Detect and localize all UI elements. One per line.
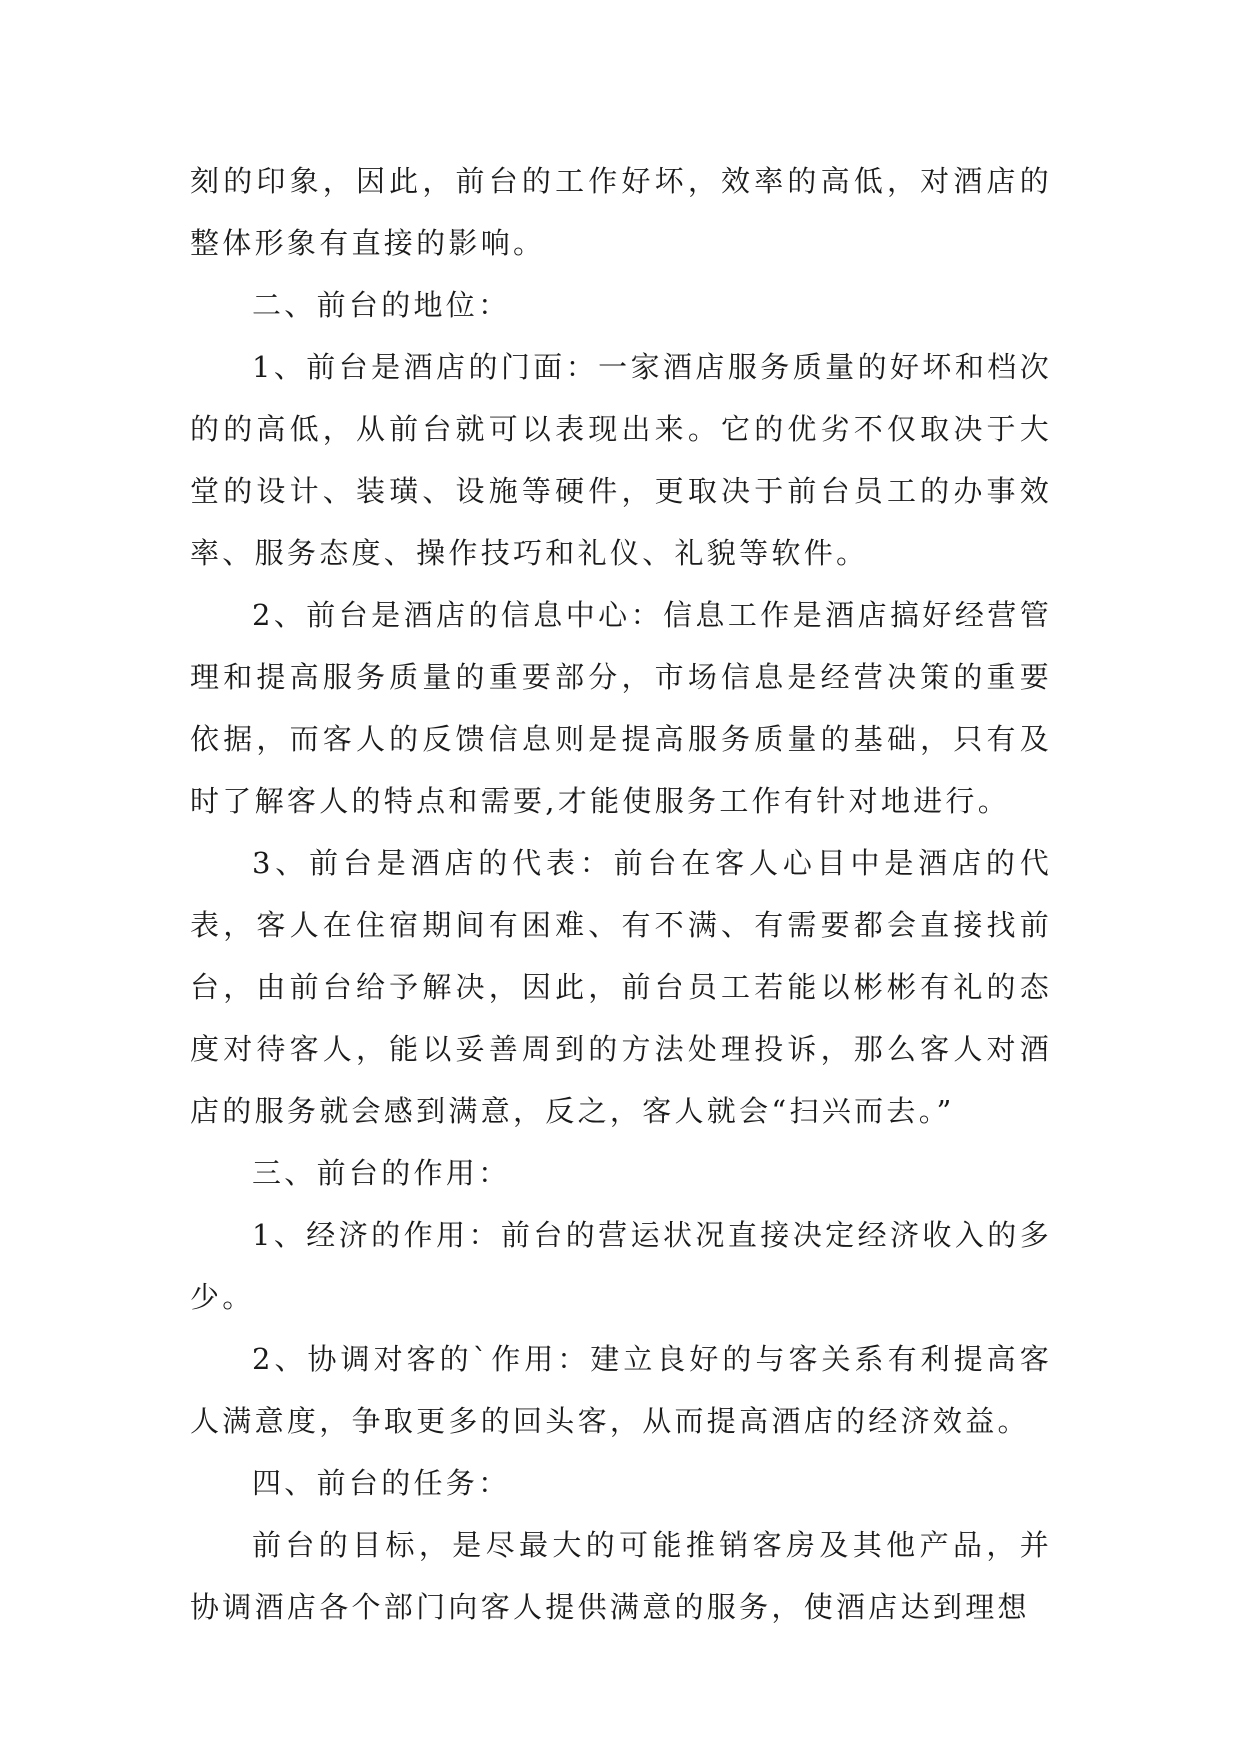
paragraph-1: 刻的印象，因此，前台的工作好坏，效率的高低，对酒店的整体形象有直接的影响。 [190, 164, 1052, 260]
section-heading-role: 三、前台的作用： [252, 1156, 511, 1190]
paragraph-representative: 3、前台是酒店的代表：前台在客人心目中是酒店的代表，客人在住宿期间有困难、有不满、有需要都会直接找前台，由前台给予解决，因此，前台员工若能以彬彬有礼的态度对待客人，能以妥善周到的方法处理投诉，那么客人对酒店的服务就会感到满意，反之，客人就会“扫兴而去。” [190, 846, 1052, 1128]
document-body [190, 150, 1052, 1638]
paragraph-facade: 1、前台是酒店的门面：一家酒店服务质量的好坏和档次的的高低，从前台就可以表现出来。它的优劣不仅取决于大堂的设计、装璜、设施等硬件，更取决于前台员工的办事效率、服务态度、操作技巧和礼仪、礼貌等软件。 [190, 350, 1052, 570]
paragraph-info-center: 2、前台是酒店的信息中心：信息工作是酒店搞好经营管理和提高服务质量的重要部分，市场信息是经营决策的重要依据，而客人的反馈信息则是提高服务质量的基础，只有及时了解客人的特点和需要,才能使服务工作有针对地进行。 [190, 598, 1052, 818]
section-heading-position: 二、前台的地位： [252, 288, 511, 322]
paragraph-goal: 前台的目标，是尽最大的可能推销客房及其他产品，并协调酒店各个部门向客人提供满意的服务，使酒店达到理想 [190, 1528, 1052, 1624]
section-heading-tasks: 四、前台的任务： [252, 1466, 511, 1500]
paragraph-economic-role: 1、经济的作用：前台的营运状况直接决定经济收入的多少。 [190, 1218, 1052, 1314]
paragraph-coordination-role: 2、协调对客的`作用：建立良好的与客关系有利提高客人满意度，争取更多的回头客，从而提高酒店的经济效益。 [190, 1342, 1052, 1438]
